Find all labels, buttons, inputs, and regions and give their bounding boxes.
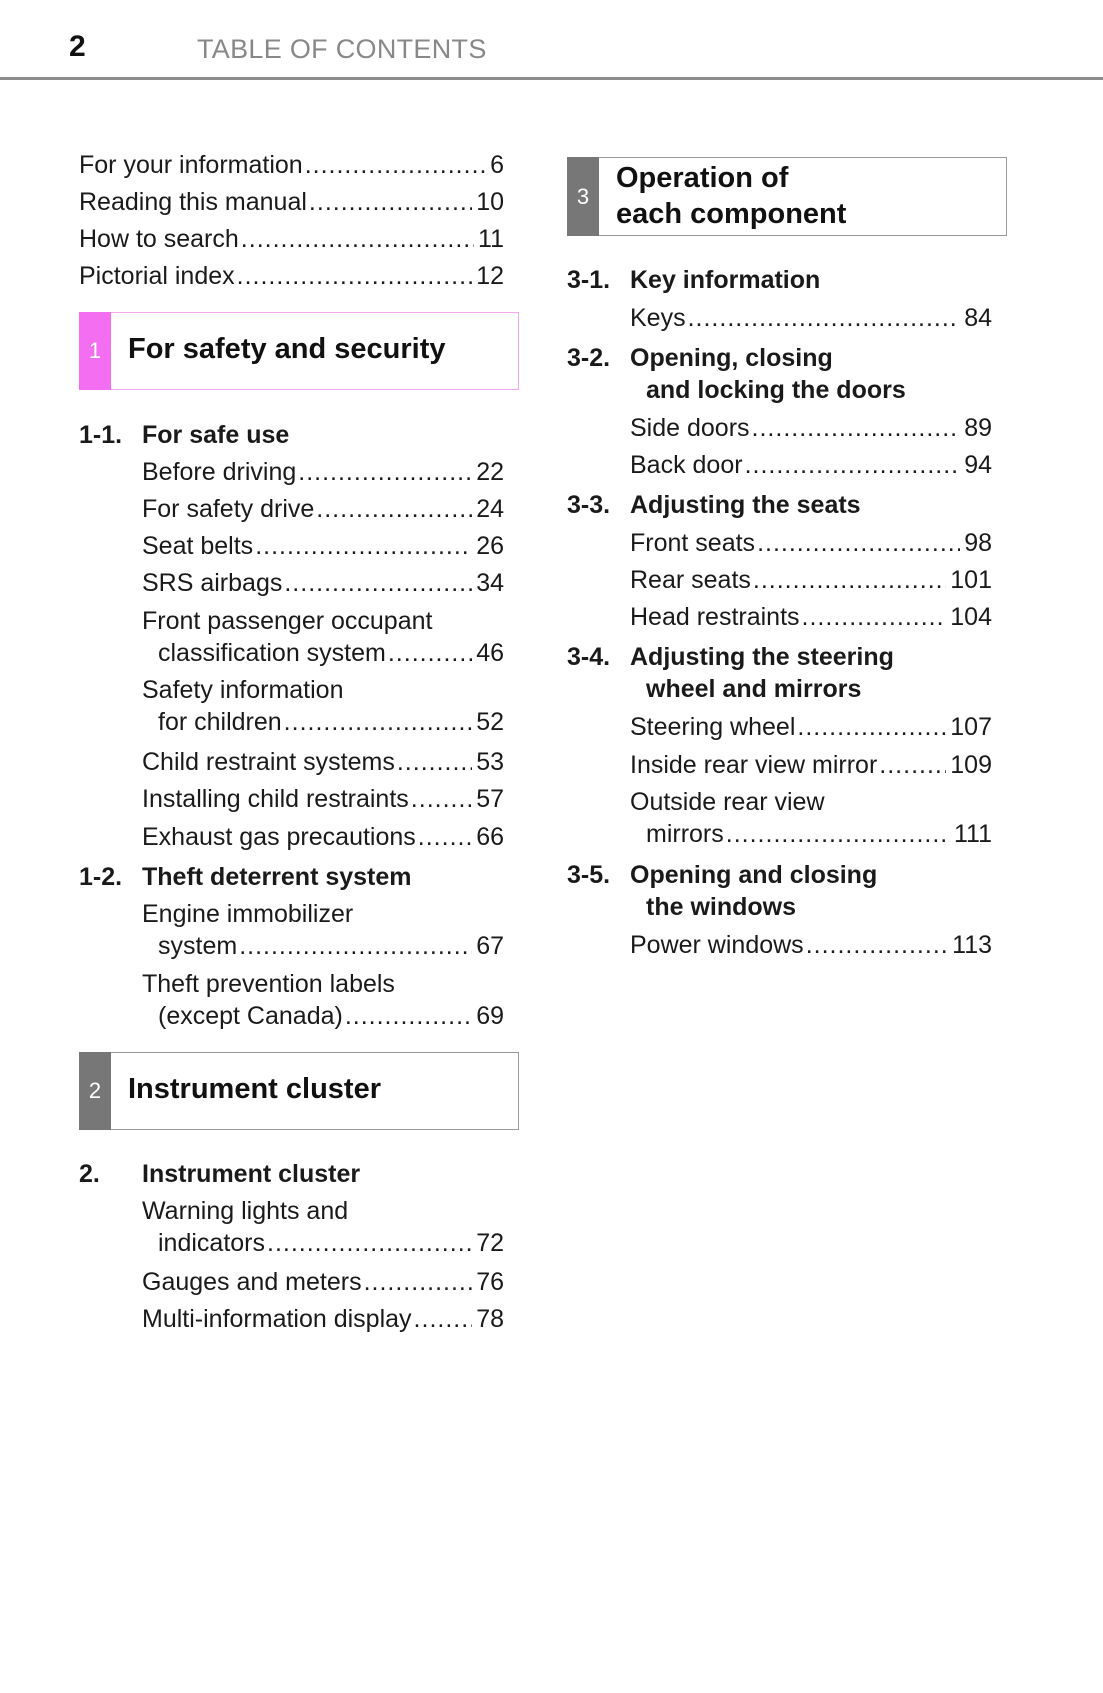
entry-title: Installing child restraints — [142, 785, 409, 813]
toc-entry[interactable] — [630, 749, 992, 781]
section-number: 3-5. — [567, 861, 611, 889]
entry-page: 72 — [476, 1229, 504, 1257]
section-title: Adjusting the seats — [630, 491, 861, 519]
toc-entry[interactable] — [142, 1303, 504, 1335]
toc-entry[interactable] — [142, 898, 504, 962]
leader-dots — [745, 449, 961, 481]
toc-entry[interactable] — [142, 567, 504, 599]
leader-dots — [726, 818, 950, 850]
toc-entry[interactable] — [142, 493, 504, 525]
toc-entry[interactable] — [142, 821, 504, 853]
toc-entry[interactable] — [630, 711, 992, 743]
entry-page: 46 — [476, 639, 504, 667]
entry-page: 109 — [950, 751, 992, 779]
section-number: 1-2. — [79, 863, 123, 891]
section-title-line2: the windows — [646, 893, 796, 921]
leader-dots — [364, 1266, 473, 1298]
entry-title: classification system — [158, 639, 386, 667]
chapter-tab: 2 — [79, 1052, 111, 1130]
leader-dots — [309, 186, 472, 218]
entry-page: 69 — [476, 1002, 504, 1030]
entry-page: 66 — [476, 823, 504, 851]
entry-page: 57 — [476, 785, 504, 813]
toc-entry[interactable] — [630, 929, 992, 961]
toc-entry[interactable] — [630, 302, 992, 334]
section-number: 3-1. — [567, 266, 611, 294]
toc-entry[interactable] — [142, 605, 504, 669]
entry-title: system — [158, 932, 238, 960]
entry-title-line1: Theft prevention labels — [142, 970, 395, 998]
chapter-title-line1: Operation of — [616, 162, 789, 194]
section-title: For safe use — [142, 421, 290, 449]
entry-page: 6 — [490, 151, 504, 179]
toc-entry[interactable] — [142, 1195, 504, 1259]
entry-title: Exhaust gas precautions — [142, 823, 416, 851]
section-title: Theft deterrent system — [142, 863, 412, 891]
toc-entry[interactable] — [142, 530, 504, 562]
entry-title: Side doors — [630, 414, 750, 442]
section-number: 3-3. — [567, 491, 611, 519]
toc-entry[interactable] — [142, 674, 504, 738]
leader-dots — [241, 223, 474, 255]
entry-title: Multi-information display — [142, 1305, 412, 1333]
leader-dots — [802, 601, 947, 633]
entry-title: Child restraint systems — [142, 748, 395, 776]
entry-title: Power windows — [630, 931, 804, 959]
entry-page: 12 — [476, 262, 504, 290]
leader-dots — [757, 527, 960, 559]
entry-title: How to search — [79, 225, 239, 253]
section-3-2[interactable] — [567, 342, 906, 406]
section-title: Key information — [630, 266, 821, 294]
entry-page: 22 — [476, 458, 504, 486]
section-title: Instrument cluster — [142, 1160, 361, 1188]
toc-entry[interactable] — [142, 968, 504, 1032]
page-header — [0, 0, 1103, 82]
toc-entry-for-your-information[interactable] — [79, 149, 504, 181]
entry-title-line1: Safety information — [142, 676, 344, 704]
entry-page: 111 — [953, 820, 992, 848]
entry-title: Front seats — [630, 529, 756, 557]
leader-dots — [305, 149, 486, 181]
section-number: 2. — [79, 1160, 100, 1188]
entry-page: 34 — [476, 569, 504, 597]
toc-entry[interactable] — [630, 564, 992, 596]
entry-title: Pictorial index — [79, 262, 235, 290]
entry-title: Back door — [630, 451, 743, 479]
header-title: TABLE OF CONTENTS — [197, 34, 487, 64]
entry-title: Keys — [630, 304, 686, 332]
entry-page: 98 — [964, 529, 992, 557]
leader-dots — [411, 783, 472, 815]
entry-title: SRS airbags — [142, 569, 283, 597]
entry-title: Steering wheel — [630, 713, 796, 741]
toc-entry[interactable] — [630, 601, 992, 633]
entry-title: Gauges and meters — [142, 1268, 362, 1296]
entry-title-line1: Outside rear view — [630, 788, 825, 816]
page-number: 2 — [69, 30, 86, 63]
leader-dots — [806, 929, 948, 961]
entry-page: 101 — [950, 566, 992, 594]
section-1-1[interactable] — [79, 419, 289, 451]
header-divider — [0, 77, 1103, 80]
section-2[interactable] — [79, 1158, 360, 1190]
entry-page: 104 — [950, 603, 992, 631]
entry-page: 78 — [476, 1305, 504, 1333]
leader-dots — [316, 493, 472, 525]
entry-page: 89 — [964, 414, 992, 442]
toc-entry[interactable] — [142, 783, 504, 815]
entry-page: 11 — [478, 225, 504, 253]
chapter-title: Instrument cluster — [128, 1073, 381, 1105]
toc-entry[interactable] — [142, 1266, 504, 1298]
leader-dots — [267, 1227, 472, 1259]
leader-dots — [284, 706, 473, 738]
section-title-line2: and locking the doors — [646, 376, 906, 404]
section-number: 3-4. — [567, 643, 611, 671]
entry-title: for children — [158, 708, 282, 736]
chapter-title: For safety and security — [128, 333, 446, 365]
entry-title: For your information — [79, 151, 303, 179]
section-3-1[interactable] — [567, 264, 820, 296]
section-3-3[interactable] — [567, 489, 861, 521]
entry-page: 52 — [476, 708, 504, 736]
entry-page: 113 — [952, 931, 992, 959]
leader-dots — [255, 530, 472, 562]
chapter-1-heading[interactable] — [79, 312, 519, 390]
chapter-3-heading[interactable] — [567, 157, 1007, 236]
entry-title: (except Canada) — [158, 1002, 343, 1030]
entry-page: 24 — [476, 495, 504, 523]
entry-page: 53 — [476, 748, 504, 776]
section-number: 1-1. — [79, 421, 123, 449]
entry-title: mirrors — [646, 820, 724, 848]
toc-entry-how-to-search[interactable] — [79, 223, 504, 255]
chapter-tab: 1 — [79, 312, 111, 390]
entry-page: 84 — [964, 304, 992, 332]
entry-page: 94 — [964, 451, 992, 479]
chapter-tab: 3 — [567, 157, 599, 236]
section-number: 3-2. — [567, 344, 611, 372]
leader-dots — [752, 412, 961, 444]
leader-dots — [237, 260, 473, 292]
entry-page: 76 — [476, 1268, 504, 1296]
section-1-2[interactable] — [79, 861, 412, 893]
leader-dots — [284, 567, 472, 599]
entry-title: Inside rear view mirror — [630, 751, 878, 779]
leader-dots — [879, 749, 946, 781]
entry-page: 107 — [950, 713, 992, 741]
section-title: Adjusting the steering — [630, 643, 894, 671]
entry-page: 67 — [476, 932, 504, 960]
toc-entry[interactable] — [630, 786, 992, 850]
toc-entry[interactable] — [630, 527, 992, 559]
section-title: Opening and closing — [630, 861, 878, 889]
entry-title: Before driving — [142, 458, 297, 486]
leader-dots — [345, 1000, 472, 1032]
leader-dots — [797, 711, 946, 743]
entry-title: Seat belts — [142, 532, 254, 560]
entry-title: indicators — [158, 1229, 265, 1257]
leader-dots — [298, 456, 472, 488]
entry-title: Reading this manual — [79, 188, 307, 216]
section-title: Opening, closing — [630, 344, 833, 372]
entry-title: Rear seats — [630, 566, 751, 594]
leader-dots — [753, 564, 946, 596]
entry-title: Head restraints — [630, 603, 800, 631]
section-title-line2: wheel and mirrors — [646, 675, 862, 703]
leader-dots — [388, 637, 472, 669]
section-3-5[interactable] — [567, 859, 877, 923]
entry-title-line1: Front passenger occupant — [142, 607, 433, 635]
entry-title-line1: Engine immobilizer — [142, 900, 354, 928]
toc-entry-reading-this-manual[interactable] — [79, 186, 504, 218]
leader-dots — [418, 821, 472, 853]
chapter-2-heading[interactable] — [79, 1052, 519, 1130]
entry-page: 26 — [476, 532, 504, 560]
toc-entry[interactable] — [142, 456, 504, 488]
entry-page: 10 — [476, 188, 504, 216]
toc-entry[interactable] — [630, 449, 992, 481]
toc-entry[interactable] — [630, 412, 992, 444]
leader-dots — [239, 930, 472, 962]
toc-entry[interactable] — [142, 746, 504, 778]
chapter-title-line2: each component — [616, 198, 847, 230]
entry-title: For safety drive — [142, 495, 315, 523]
leader-dots — [414, 1303, 473, 1335]
section-3-4[interactable] — [567, 641, 894, 705]
leader-dots — [397, 746, 472, 778]
entry-title-line1: Warning lights and — [142, 1197, 349, 1225]
toc-entry-pictorial-index[interactable] — [79, 260, 504, 292]
leader-dots — [688, 302, 961, 334]
